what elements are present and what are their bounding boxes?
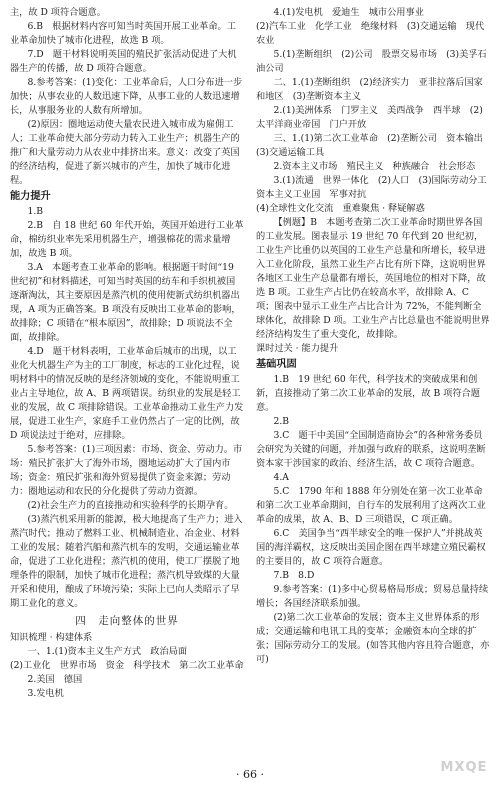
answer-paragraph: 3.(1)流通 世界一体化 (2)人口 (3)国际劳动分工 资本主义工业国 军事对抗	[256, 175, 496, 200]
answer-paragraph: 5.C 1790 年和 1888 年分别处在第一次工业革命和第二次工业革命期间，自行车的发展利用了这两次工业革命的成果，故 A、B、D 三项错误，C 项正确。	[256, 486, 486, 525]
watermark-logo	[434, 754, 494, 780]
answer-paragraph: 课时过关 · 能力提升	[256, 343, 339, 354]
answer-paragraph: 9.参考答案：(1)多中心贸易格局形成；贸易总量持续增长；各国经济联系加强。	[256, 584, 489, 609]
answer-paragraph: 知识梳理 · 构建体系	[10, 632, 93, 643]
answer-paragraph: 3.A 本题考查工业革命的影响。根据题干时间“19 世纪初”和材料描述，可知当时英国的纺车和手织机被国逐渐淘汰，其主要原因是蒸汽机的使用使新式纺织机器出现，A 项为正确答案。B 项没有反映出工业革命的影响，故排除；C 项错在“根本原因”，故排除；D 项说法不全面，故排除。	[10, 262, 241, 343]
answer-paragraph: (2)第二次工业革命的发展；资本主义世界体系的形成；交通运输和电讯工具的变革；金融资本向全球的扩张；国际劳动分工的发展。(如答其他内容且符合题意，亦可)	[256, 612, 490, 665]
answer-paragraph: 2.美国 德国	[27, 674, 83, 685]
answer-paragraph: 三、1.(1)第二次工业革命 (2)垄断公司 资本输出 (3)交通运输工具	[256, 133, 493, 158]
answer-paragraph: 2.B	[273, 416, 289, 427]
answer-paragraph: (2)社会生产力的直接推动和实验科学的长期孕育。	[27, 500, 234, 511]
answer-paragraph: 4.D 题干材料表明，工业革命后城市的出现，以工业化大机器生产为主的工厂制度，标志的工业化过程，说明材料中的情况反映的是经济领域的变化，不能说明重工业占主导地位，故 A、B 两项错误。纺织业的发展是轻工业的发展，故 C 项排除错误。工业革命推动工业生产力发展，促进工业生产，家庭手工业仍然占了一定的比例，故 D 项说法过于绝对，应排除。	[10, 346, 244, 441]
answer-paragraph: 二、1.(1)垄断组织 (2)经济实力 亚非拉落后国家和地区 (3)垄断资本主义	[256, 77, 483, 102]
section-heading: 基础巩固	[256, 359, 297, 370]
answer-paragraph: 1.B 19 世纪 60 年代，科学技术的突破成果和创新，直接推动了第二次工业革命的发展，故 B 项符合题意。	[256, 374, 480, 413]
answer-paragraph: 7.B 8.D	[273, 570, 315, 581]
answer-paragraph: 6.C 美国争当“西半球安全的唯一保护人”并挑战英国的海洋霸权，这反映出美国企图在西半球建立殖民霸权的主要目的，故 C 项符合题意。	[256, 528, 486, 567]
answer-paragraph: 6.B 根据材料内容可知当时英国开展工业革命。工业革命加快了城市化进程，故选 B 项。	[10, 21, 236, 46]
answer-paragraph: 4.(1)发电机 爱迪生 城市公用事业	[273, 7, 424, 18]
answer-paragraph: (2)工业化 世界市场 资金 科学技术 第二次工业革命	[10, 660, 244, 671]
chapter-title: 四 走向整体的世界	[75, 615, 179, 627]
answer-key-page	[10, 6, 496, 766]
answer-paragraph: 4.A	[273, 472, 289, 483]
answer-paragraph: 3.发电机	[27, 688, 64, 699]
answer-paragraph: 2.(1)美洲体系 门罗主义 美西战争 西半球 (2)太平洋商业帝国 门户开放	[256, 105, 483, 130]
page-number: · 66 ·	[236, 768, 264, 781]
answer-paragraph: 1.B	[27, 206, 43, 217]
section-heading: 能力提升	[10, 191, 51, 202]
answer-paragraph: 2.资本主义市场 殖民主义 种族融合 社会形态	[273, 161, 476, 172]
answer-paragraph: 5.参考答案：(1)三项因素：市场、资金、劳动力。市场：殖民扩张扩大了海外市场，圈地运动扩大了国内市场；资金：殖民扩张和海外贸易提供了资金来源；劳动力：圈地运动和农民的分化提供了劳动力资源。	[10, 444, 243, 497]
answer-paragraph: 主，故 D 项符合题意。	[10, 7, 106, 18]
answer-paragraph: (4)全球性文化交流 重难聚焦 · 释疑解惑	[256, 203, 425, 214]
answer-paragraph: (3)蒸汽机采用新的能源，极大地提高了生产力；进入蒸汽时代；推动了燃料工业、机械制造业、冶金业、材料工业的发展；随着汽船和蒸汽机车的发明，交通运输业革命，促进了工业化进程；蒸汽机的使用，使工厂摆脱了地理条件的限制，加快了城市化进程；蒸汽机导致煤的大量开采和使用，酿成了环境污染；实际上已向人类昭示了早期工业化的意义。	[10, 514, 243, 609]
right-column	[256, 6, 496, 766]
answer-paragraph: 一、1.(1)资本主义生产方式 政治局面	[27, 646, 188, 657]
answer-paragraph: 3.C 题干中美国“全国制造商协会”的各种常务委员会研究为关键的问题，并加强与政府的联系，这说明垄断资本家干涉国家的政治、经济生活，故 C 项符合题意。	[256, 430, 486, 469]
answer-paragraph: 2.B 自 18 世纪 60 年代开始，英国开始进行工业革命，棉纺织业率先采用机器生产，增强棉花的需求量增加，故选 B 项。	[10, 220, 244, 259]
answer-paragraph: 5.(1)垄断组织 (2)公司 股票交易市场 (3)美孚石油公司	[256, 49, 487, 74]
answer-paragraph: (2)原因：圈地运动使大量农民进入城市成为雇佣工人；工业革命使大部分劳动力转入工业生产；机器生产的推广和大量劳动力从农业中排挤出来。意义：改变了英国的经济结构，促进了新兴城市的产生，加快了城市化进程。	[10, 119, 240, 186]
left-column	[10, 6, 244, 766]
answer-paragraph: (2)汽车工业 化学工业 绝缘材料 (3)交通运输 现代农业	[256, 21, 485, 46]
answer-paragraph: 7.D 题干材料说明英国的殖民扩张活动促进了大机器生产的传播，故 D 项符合题意。	[10, 49, 237, 74]
watermark-text: MXQE	[440, 759, 488, 775]
answer-paragraph: 8.参考答案：(1)变化：工业革命后，人口分布进一步加快；从事农业的人数迅速下降，从事工业的人数迅速增长，从事服务业的人数有所增加。	[10, 77, 243, 116]
answer-paragraph: 【例题】B 本题考查第二次工业革命时期世界各国的工业发展。图表显示 19 世纪 70 年代到 20 世纪初，工业生产比重仍以英国的工业生产总量和所增长，较早进入工业化阶段，虽然工业生产占比有所下降，这说明世界各地区工业生产总量都有增长，英国地位的相对下降，故选 B 项。工业生产占比仍在较高水平，故排除 A、C 项；图表中显示工业生产占比合计为 72%，不能判断全球体化，故排除 D 项。工业生产占比总量也不能说明世界经济结构发生了重大变化，故排除。	[256, 217, 490, 340]
